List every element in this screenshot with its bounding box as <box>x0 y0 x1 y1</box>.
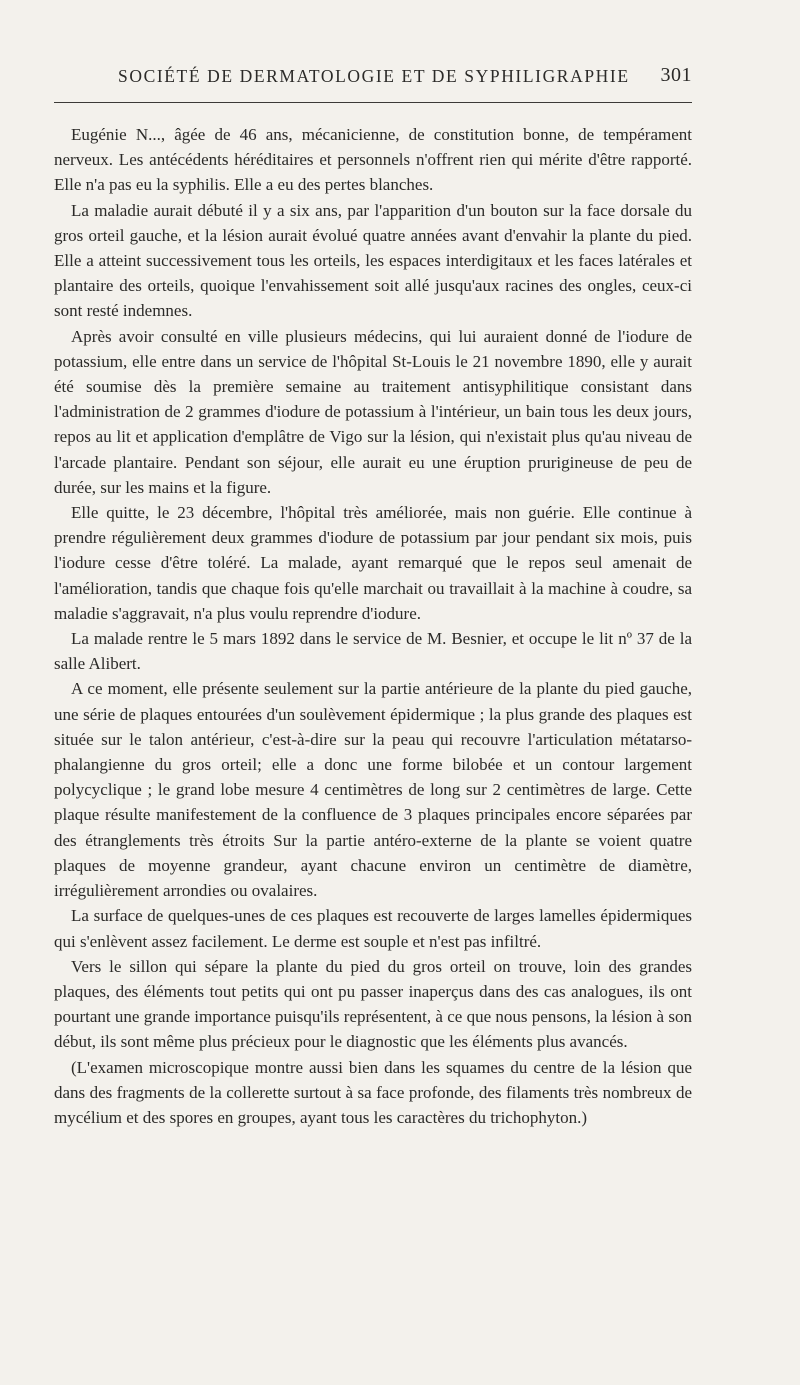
paragraph: (L'examen microscopique montre aussi bien dans les squames du centre de la lésion que dans des fragments de la collerette surtout à sa face profonde, des filaments très nombreux de mycélium et des spores en groupes, ayant tous les caractères du trichophyton.) <box>54 1057 692 1127</box>
paragraph: La malade rentre le 5 mars 1892 dans le service de M. Besnier, et occupe le lit nº 37 de la salle Alibert. <box>54 629 692 674</box>
paragraph: Eugénie N..., âgée de 46 ans, mécanicienne, de constitution bonne, de tempérament nerveux. Les antécédents héréditaires et personnels n'offrent rien qui mérite d'être rapporté. Elle n'a pas eu la syphilis. Elle a eu des pertes blanches. <box>54 125 692 195</box>
running-title: SOCIÉTÉ DE DERMATOLOGIE ET DE SYPHILIGRAPHIE <box>118 66 630 86</box>
paragraph: A ce moment, elle présente seulement sur la partie antérieure de la plante du pied gauche, une série de plaques entourées d'un soulèvement épidermique ; la plus grande des plaques est située sur le talon antérieur, c'est-à-dire sur la peau qui recouvre l'articulation métatarso-phalangienne du gros orteil; elle a donc une forme bilobée et un contour largement polycyclique ; le grand lobe mesure 4 centimètres de long sur 2 centimètres de large. Cette plaque résulte manifestement de la confluence de 3 plaques principales encore séparées par des étranglements très étroits Sur la partie antéro-externe de la plante se voient quatre plaques de moyenne grandeur, ayant chacune environ un centimètre de diamètre, irrégulièrement arrondies ou ovalaires. <box>54 679 692 901</box>
paragraph: La surface de quelques-unes de ces plaques est recouverte de larges lamelles épidermiques qui s'enlèvent assez facilement. Le derme est souple et n'est pas infiltré. <box>54 906 692 951</box>
paragraph: Après avoir consulté en ville plusieurs médecins, qui lui auraient donné de l'iodure de potassium, elle entre dans un service de l'hôpital St-Louis le 21 novembre 1890, elle y aurait été soumise dès la première semaine au traitement antisyphilitique consistant dans l'administration de 2 grammes d'iodure de potassium à l'intérieur, un bain tous les deux jours, repos au lit et application d'emplâtre de Vigo sur la lésion, qui n'existait plus qu'au niveau de l'arcade plantaire. Pendant son séjour, elle aurait eu une éruption prurigineuse de peu de durée, sur les mains et la figure. <box>54 326 692 497</box>
paragraph: Elle quitte, le 23 décembre, l'hôpital très améliorée, mais non guérie. Elle continue à prendre régulièrement deux grammes d'iodure de potassium par jour pendant six mois, puis l'iodure cesse d'être toléré. La malade, ayant remarqué que le repos seul amenait de l'amélioration, tandis que chaque fois qu'elle marchait ou travaillait à la machine à coudre, sa maladie s'aggravait, n'a plus voulu reprendre d'iodure. <box>54 503 692 623</box>
paragraph: Vers le sillon qui sépare la plante du pied du gros orteil on trouve, loin des grandes plaques, des éléments tout petits qui ont pu passer inaperçus dans des cas analogues, ils ont pourtant une grande importance puisqu'ils représentent, à ce que nous pensons, la lésion à son début, ils sont même plus précieux pour le diagnostic que les éléments plus avancés. <box>54 956 692 1052</box>
body-text <box>54 122 692 1130</box>
header-rule <box>54 102 692 103</box>
paragraph: La maladie aurait débuté il y a six ans, par l'apparition d'un bouton sur la face dorsale du gros orteil gauche, et la lésion aurait évolué quatre années avant d'envahir la plante du pied. Elle a atteint successivement tous les orteils, les espaces interdigitaux et les faces latérales et plantaire des orteils, quoique l'envahissement soit allé jusqu'aux racines des ongles, ceux-ci sont resté indemnes. <box>54 200 692 321</box>
running-head <box>54 66 692 92</box>
page-number: 301 <box>660 64 692 86</box>
